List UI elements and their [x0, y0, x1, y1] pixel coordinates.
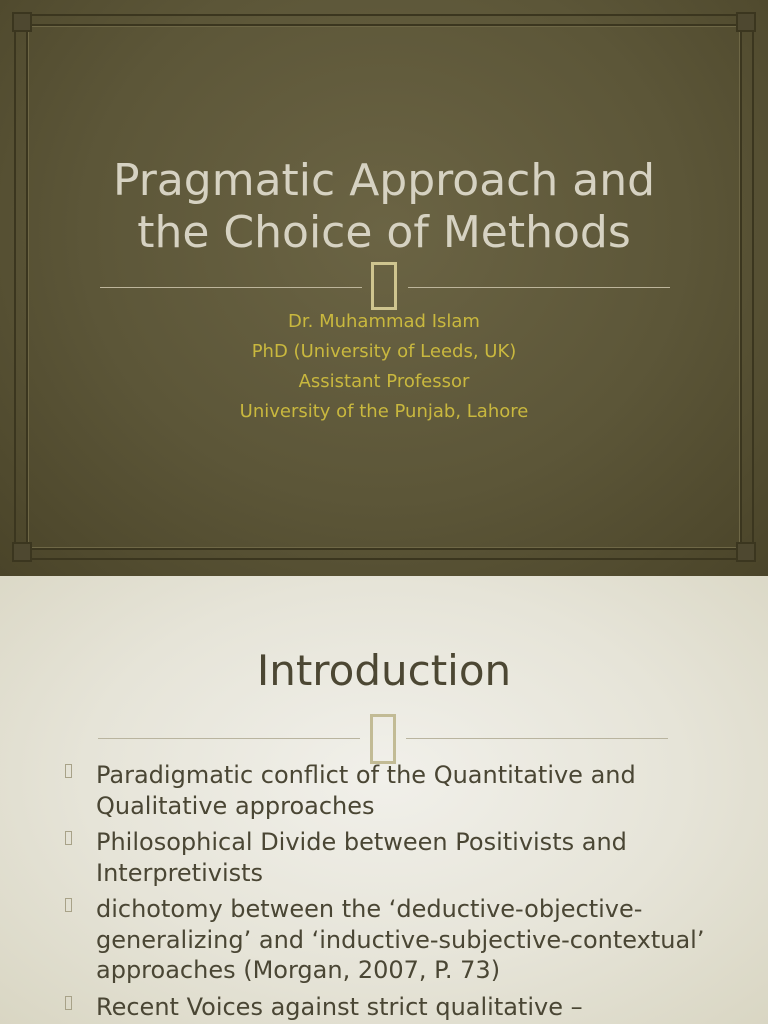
divider-line-right: [406, 738, 668, 739]
author-details: [60, 307, 708, 427]
list-item: [62, 894, 752, 986]
frame-corner-icon: [736, 12, 756, 32]
divider-line-right: [408, 287, 670, 288]
list-item: [62, 992, 752, 1023]
bullet-text: Philosophical Divide between Positivists and Interpretivists: [96, 828, 627, 887]
divider-line-left: [98, 738, 360, 739]
bullet-list: [62, 760, 752, 1024]
bullet-text: Recent Voices against strict qualitative –: [96, 992, 583, 1021]
list-item: [62, 827, 752, 888]
author-position: Assistant Professor: [298, 371, 470, 392]
rectangle-outline-icon: [371, 262, 397, 310]
rectangle-outline-icon: [370, 714, 396, 764]
author-name: Dr. Muhammad Islam: [288, 311, 480, 332]
bullet-text: Paradigmatic conflict of the Quantitative and Qualitative approaches: [96, 761, 636, 820]
slide-title-line-1: Pragmatic Approach and: [112, 155, 656, 206]
frame-corner-icon: [12, 12, 32, 32]
frame-corner-icon: [12, 542, 32, 562]
rectangle-bullet-icon: [65, 996, 72, 1010]
author-degree: PhD (University of Leeds, UK): [251, 341, 517, 362]
slide-title: Introduction: [256, 646, 512, 695]
author-affiliation: University of the Punjab, Lahore: [239, 401, 529, 422]
rectangle-bullet-icon: [65, 898, 72, 912]
introduction-slide: [0, 576, 768, 1024]
list-item: [62, 760, 752, 821]
rectangle-bullet-icon: [65, 764, 72, 778]
rectangle-bullet-icon: [65, 831, 72, 845]
slide-title: [60, 155, 708, 259]
slide-title-line-2: the Choice of Methods: [137, 207, 631, 258]
divider-line-left: [100, 287, 362, 288]
bullet-text: dichotomy between the ‘deductive-objective-generalizing’ and ‘inductive-subjective-contextual’ approaches (Morgan, 2007, P. 73): [96, 895, 705, 984]
frame-corner-icon: [736, 542, 756, 562]
